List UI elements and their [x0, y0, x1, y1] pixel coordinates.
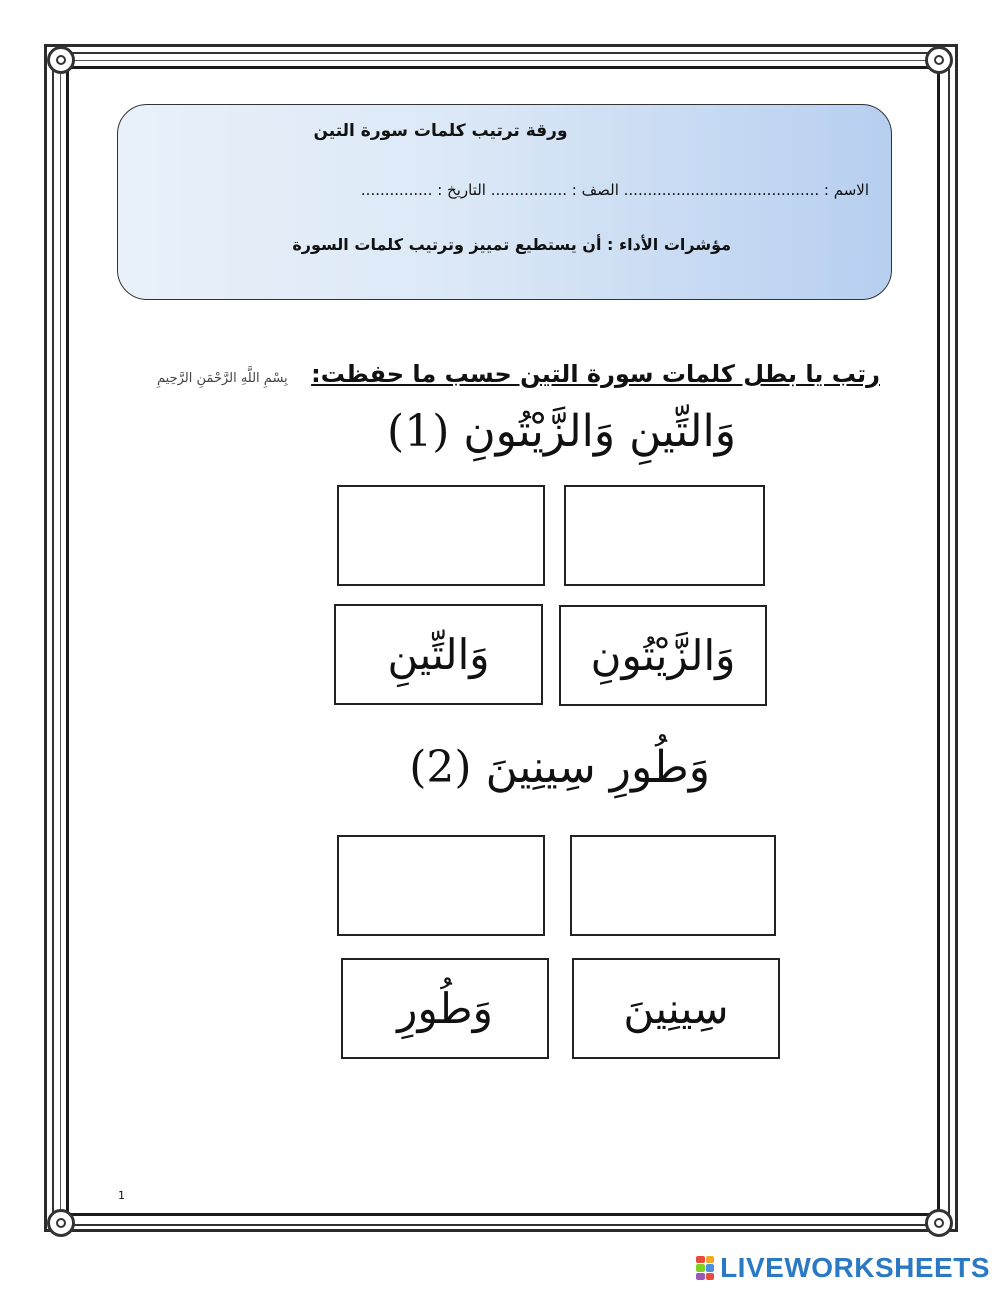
corner-ornament-icon: [925, 46, 953, 74]
corner-ornament-icon: [925, 1209, 953, 1237]
word-card[interactable]: وَالزَّيْتُونِ: [559, 605, 767, 706]
corner-ornament-icon: [47, 1209, 75, 1237]
verse-2: وَطُورِ سِينِينَ (2): [409, 742, 710, 793]
instruction-text: رتب يا بطل كلمات سورة التين حسب ما حفظت:: [311, 360, 880, 388]
word-card[interactable]: سِينِينَ: [572, 958, 780, 1059]
word-card[interactable]: وَطُورِ: [341, 958, 549, 1059]
verse-1: وَالتِّينِ وَالزَّيْتُونِ (1): [387, 406, 736, 457]
drop-box-2b[interactable]: [570, 835, 776, 936]
drop-box-1b[interactable]: [564, 485, 765, 586]
drop-box-1a[interactable]: [337, 485, 545, 586]
brand-name: LIVEWORKSHEETS: [720, 1252, 990, 1283]
student-info-fields: الاسم : ......................................... الصف : ................ التاريخ : ...............: [360, 181, 869, 199]
word-card[interactable]: وَالتِّينِ: [334, 604, 543, 705]
basmala-text: بِسْمِ اللَّهِ الرَّحْمَنِ الرَّحِيمِ: [157, 371, 288, 386]
logo-blocks-icon: [696, 1256, 714, 1280]
worksheet-header: [117, 104, 892, 300]
corner-ornament-icon: [47, 46, 75, 74]
page-number: 1: [118, 1189, 125, 1202]
worksheet-title: ورقة ترتيب كلمات سورة التين: [313, 121, 568, 141]
liveworksheets-logo: [696, 1252, 990, 1284]
drop-box-2a[interactable]: [337, 835, 545, 936]
performance-indicators: مؤشرات الأداء : أن يستطيع تمييز وترتيب كلمات السورة: [292, 235, 731, 254]
